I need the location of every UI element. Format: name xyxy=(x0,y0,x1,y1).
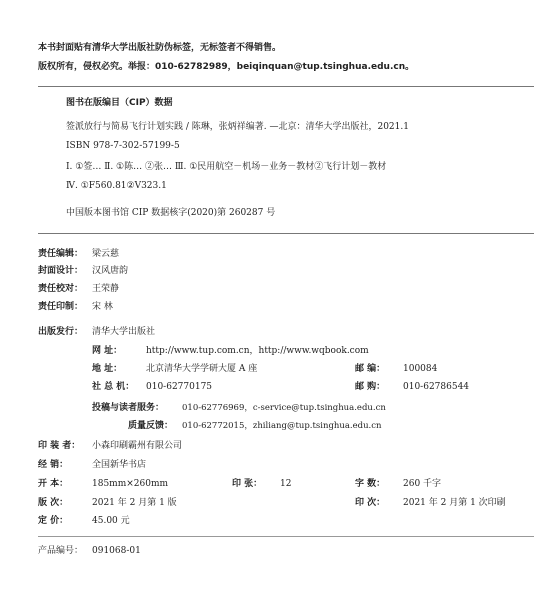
bottom-divider xyxy=(38,536,534,537)
mail-order-label: 邮 购： xyxy=(355,382,386,392)
cip-divider xyxy=(38,233,534,234)
format-value: 185mm×260mm xyxy=(92,479,169,489)
distributor-name: 全国新华书店 xyxy=(92,460,147,470)
feedback-value: 010-62772015，zhiliang@tup.tsinghua.edu.cn xyxy=(182,421,382,431)
proofreader-label: 责任校对： xyxy=(38,284,84,294)
cip-subject-line-1: Ⅰ. ①签… Ⅱ. ①陈… ②张… Ⅲ. ①民用航空－机场－业务－教材②飞行计划－教材 xyxy=(66,162,387,172)
contribution-label: 投稿与读者服务： xyxy=(92,403,165,413)
sheets-label: 印 张： xyxy=(232,479,263,489)
switchboard-label: 社 总 机： xyxy=(92,382,135,392)
editor-name: 梁云慈 xyxy=(92,249,120,259)
word-count-value: 260 千字 xyxy=(403,479,442,489)
distributor-label: 经 销： xyxy=(38,460,69,470)
zipcode-label: 邮 编： xyxy=(355,364,386,374)
cover-designer: 汉风唐韵 xyxy=(92,266,129,276)
edition-value: 2021 年 2 月第 1 版 xyxy=(92,498,177,508)
feedback-label: 质量反馈： xyxy=(128,421,174,431)
printer-label: 印 装 者： xyxy=(38,441,81,451)
cip-core-number: 中国版本图书馆 CIP 数据核字(2020)第 260287 号 xyxy=(66,208,276,218)
mail-order-value: 010-62786544 xyxy=(403,382,470,392)
word-count-label: 字 数： xyxy=(355,479,386,489)
zipcode-value: 100084 xyxy=(403,364,438,374)
address-value: 北京清华大学学研大厦 A 座 xyxy=(146,364,258,374)
print-supervisor-name: 宋 林 xyxy=(92,302,113,312)
cip-heading: 图书在版编目（CIP）数据 xyxy=(66,98,173,108)
format-label: 开 本： xyxy=(38,479,69,489)
cip-subject-line-2: Ⅳ. ①F560.81②V323.1 xyxy=(66,181,167,191)
print-supervisor-label: 责任印制： xyxy=(38,302,84,312)
top-divider xyxy=(38,86,534,87)
product-number-label: 产品编号： xyxy=(38,546,84,556)
price-label: 定 价： xyxy=(38,516,69,526)
proofreader-name: 王荣静 xyxy=(92,284,120,294)
printing-label: 印 次： xyxy=(355,498,386,508)
editor-label: 责任编辑： xyxy=(38,249,84,259)
cip-isbn: ISBN 978-7-302-57199-5 xyxy=(66,141,180,151)
website-urls: http://www.tup.com.cn，http://www.wqbook.com xyxy=(146,346,369,356)
price-value: 45.00 元 xyxy=(92,516,130,526)
switchboard-value: 010-62770175 xyxy=(146,382,213,392)
cip-title-line: 签派放行与简易飞行计划实践 / 陈琳，张炳祥编著. —北京：清华大学出版社，2021.1 xyxy=(66,122,409,132)
publisher-name: 清华大学出版社 xyxy=(92,327,156,337)
sheets-value: 12 xyxy=(280,479,292,489)
address-label: 地 址： xyxy=(92,364,123,374)
printer-name: 小森印刷霸州有限公司 xyxy=(92,441,183,451)
copyright-notice: 版权所有，侵权必究。举报：010-62782989，beiqinquan@tup.tsinghua.edu.cn。 xyxy=(38,62,415,72)
edition-label: 版 次： xyxy=(38,498,69,508)
website-label: 网 址： xyxy=(92,346,123,356)
anti-counterfeit-notice: 本书封面贴有清华大学出版社防伪标签，无标签者不得销售。 xyxy=(38,43,282,53)
contribution-value: 010-62776969，c-service@tup.tsinghua.edu.cn xyxy=(182,403,386,413)
printing-value: 2021 年 2 月第 1 次印刷 xyxy=(403,498,506,508)
publisher-label: 出版发行： xyxy=(38,327,84,337)
cover-design-label: 封面设计： xyxy=(38,266,84,276)
product-number: 091068-01 xyxy=(92,546,141,556)
